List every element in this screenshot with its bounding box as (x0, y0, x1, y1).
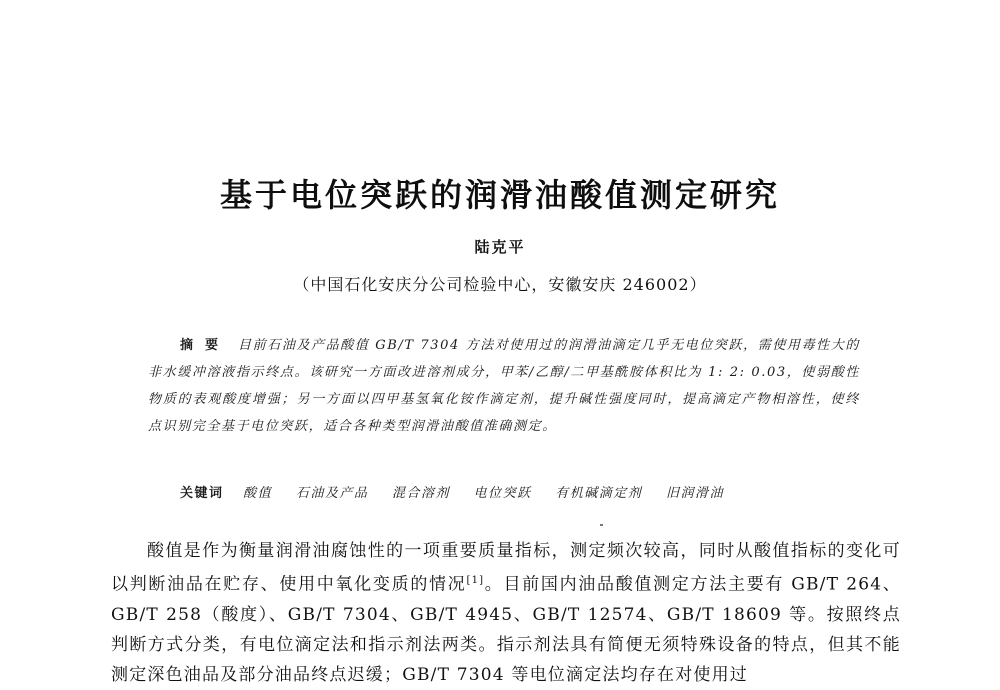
abstract-text: 目前石油及产品酸值 GB/T 7304 方法对使用过的润滑油滴定几乎无电位突跃，需使用毒性大的非水缓冲溶液指示终点。该研究一方面改进溶剂成分，甲苯/乙醇/二甲基酰胺体积比为 1: 2: 0.03，使弱酸性物质的表观酸度增强；另一方面以四甲基氢氧化铵作滴定剂，提升碱性强度同时，提高滴定产物相溶性，使终点识别完全基于电位突跃，适合各种类型润滑油酸值准确测定。 (148, 338, 860, 434)
scan-speck (600, 524, 603, 526)
keyword: 酸值 (243, 486, 273, 501)
keyword: 有机碱滴定剂 (555, 486, 643, 501)
abstract (148, 332, 860, 440)
body-text (111, 536, 901, 690)
body-text-part1: 酸值是作为衡量润滑油腐蚀性的一项重要质量指标，测定频次较高，同时从酸值指标的变化可以判断油品在贮存、使用中氧化变质的情况 (111, 541, 901, 595)
keyword: 石油及产品 (295, 486, 369, 501)
abstract-label: 摘要 (180, 338, 231, 353)
citation-ref[interactable]: [1] (466, 575, 485, 586)
author-name: 陆克平 (474, 238, 526, 256)
keyword: 旧润滑油 (665, 486, 724, 501)
affiliation: （中国石化安庆分公司检验中心，安徽安庆 246002） (293, 275, 707, 294)
keywords (180, 482, 860, 501)
keyword: 混合溶剂 (391, 486, 450, 501)
paper-title: 基于电位突跃的润滑油酸值测定研究 (219, 176, 780, 214)
keyword: 电位突跃 (473, 486, 532, 501)
keywords-label: 关键词 (180, 486, 224, 501)
body-paragraph (111, 536, 901, 690)
body-text-part2: 。目前国内油品酸值测定方法主要有 GB/T 264、GB/T 258（酸度）、GB/T 7304、GB/T 4945、GB/T 12574、GB/T 18609 等。按照终点判断方式分类，有电位滴定法和指示剂法两类。指示剂法具有简便无须特殊设备的特点，但其不能测定深色油品及部分油品终点迟缓；GB/T 7304 等电位滴定法均存在对使用过 (111, 574, 901, 685)
